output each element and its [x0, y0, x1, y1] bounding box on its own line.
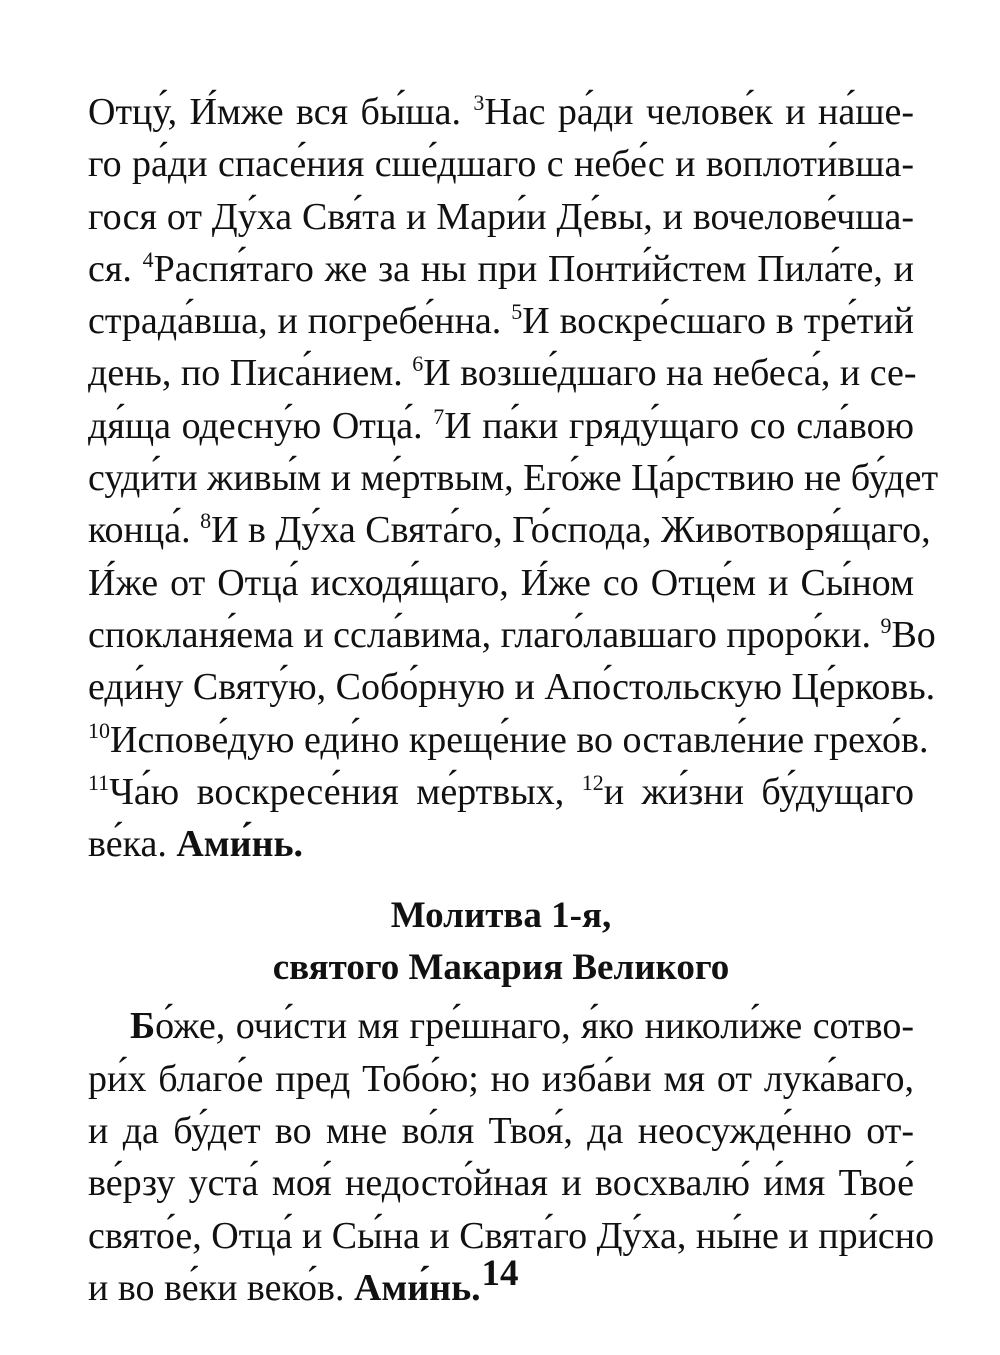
- verse-number: 9: [880, 612, 892, 638]
- text-line: и во ве́ки веко́в. Ами́нь.: [88, 1266, 481, 1309]
- verse-number: 3: [473, 90, 485, 115]
- creed-text: [88, 86, 939, 870]
- text-line: $^{11}$Ча́ю воскресе́ния ме́ртвых, $^{12}$и жи́зни бу́дущаго: [88, 769, 915, 813]
- verse-number: 4: [142, 246, 154, 272]
- page-number: 14: [481, 1253, 519, 1294]
- text-line: гося от Ду́ха Свя́та и Мари́и Де́вы, и вочелове́чша-: [88, 195, 914, 238]
- amen: Ами́нь.: [353, 1266, 481, 1309]
- text-line: ве́рзу уста́ моя́ недосто́йная и восхвалю́ и́мя Твое́: [88, 1162, 914, 1205]
- text-line: го ра́ди спасе́ния сше́дшаго с небе́с и воплоти́вша-: [88, 143, 914, 186]
- text-line: свято́е, Отца́ и Сы́на и Свята́го Ду́ха, ны́не и при́сно: [88, 1214, 935, 1257]
- text-line: страда́вша, и погребе́нна. $^5$И воскре́сшаго в тре́тий: [88, 299, 914, 343]
- drop-initial: Б: [130, 1005, 156, 1048]
- text-line: Бо́же, очи́сти мя гре́шнаго, я́ко николи́же сотво-: [130, 1005, 914, 1048]
- text-line: $^{10}$Испове́дую еди́но креще́ние во оставле́ние грехо́в.: [88, 717, 929, 761]
- verse-number: 5: [511, 299, 523, 325]
- text-line: ве́ка. Ами́нь.: [88, 823, 304, 866]
- text-line: спокланя́ема и ссла́вима, глаго́лавшаго проро́ки. $^9$Во: [88, 612, 936, 656]
- text-line: суди́ти живы́м и ме́ртвым, Его́же Ца́рствию не бу́дет: [88, 457, 939, 500]
- verse-number: 10: [88, 717, 110, 743]
- text-line: ри́х благо́е пред Тобо́ю; но изба́ви мя от лука́ваго,: [88, 1057, 914, 1100]
- prayer-title: Молитва 1-я,: [390, 895, 612, 937]
- prayer-subtitle: святого Макария Великого: [272, 947, 730, 989]
- verse-number: 8: [200, 508, 212, 534]
- verse-number: 7: [433, 403, 445, 429]
- prayer-heading: [88, 890, 914, 994]
- text-line: дя́ща одесну́ю Отца́. $^7$И па́ки гряду́щаго со сла́вою: [88, 403, 914, 447]
- verse-number: 6: [412, 351, 424, 377]
- verse-number: 11: [88, 769, 110, 795]
- text-line: ся. $^4$Распя́таго же за ны при Понти́йстем Пила́те, и: [88, 246, 914, 290]
- text-line: И́же от Отца́ исходя́щаго, И́же со Отце́м и Сы́ном: [88, 561, 914, 604]
- verse-number: 12: [581, 769, 604, 795]
- amen: Ами́нь.: [176, 823, 304, 866]
- text-line: конца́. $^8$И в Ду́ха Свята́го, Го́спода, Животворя́щаго,: [88, 508, 931, 552]
- text-line: еди́ну Святу́ю, Собо́рную и Апо́стольскую Це́рковь.: [88, 666, 936, 709]
- text-line: Отцу́, И́мже вся бы́ша. $^3$Нас ра́ди челове́к и на́ше-: [88, 90, 914, 133]
- page-body: [88, 86, 939, 1314]
- text-line: и да бу́дет во мне во́ля Твоя́, да неосужде́нно от-: [88, 1110, 914, 1153]
- text-line: день, по Писа́нием. $^6$И возше́дшаго на небеса́, и се-: [88, 351, 917, 395]
